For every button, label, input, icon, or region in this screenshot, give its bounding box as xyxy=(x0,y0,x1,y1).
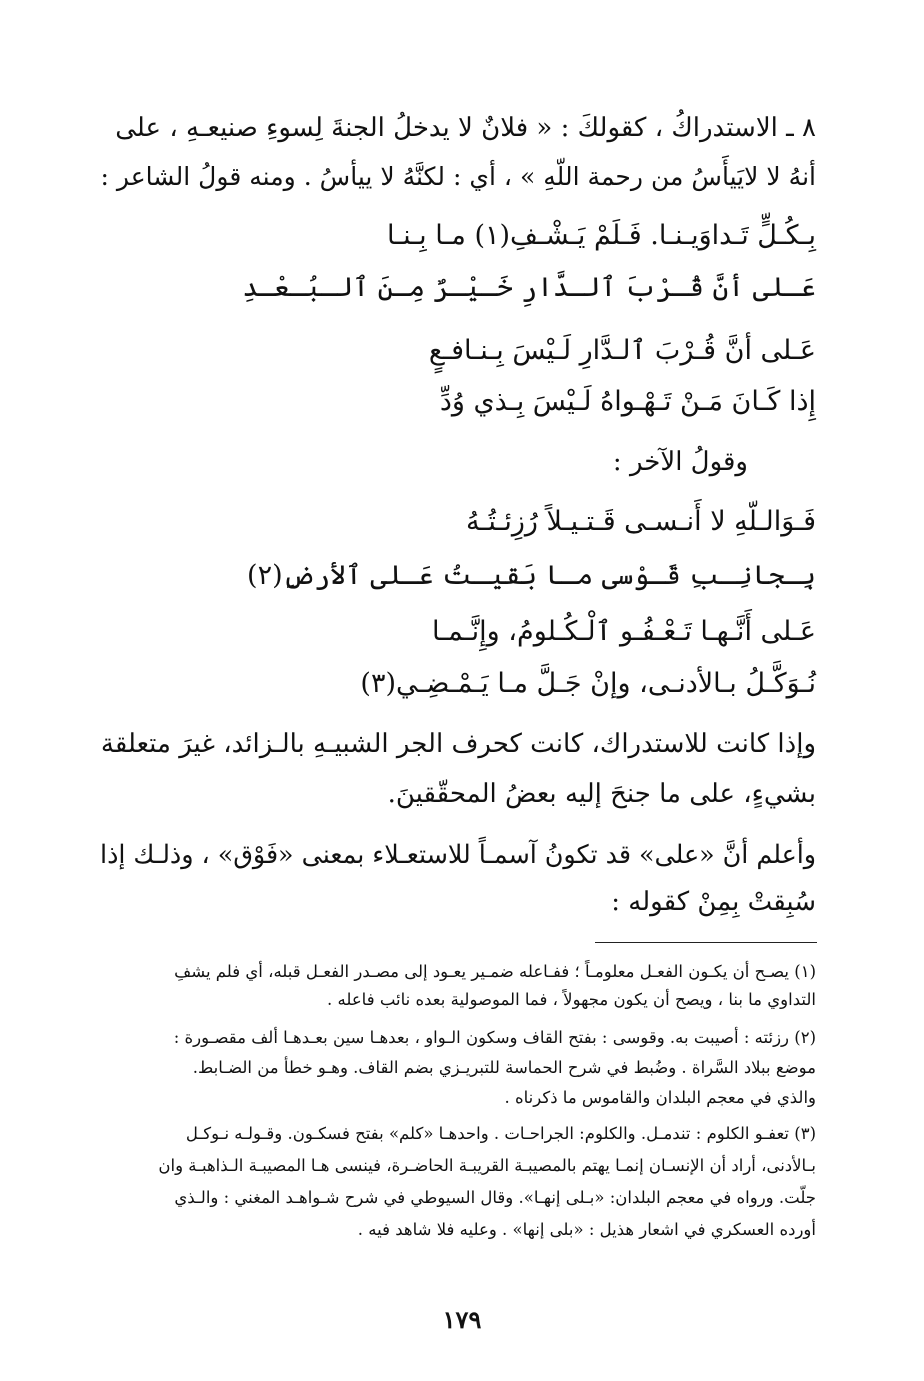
verse-hemistich: نُـوَكَّـلُ بـالأدنـى، وإنْ جَـلَّ مـا يَـمْـضِـي(٣) xyxy=(360,668,816,699)
body-line: سُبِقتْ بِمِنْ كقوله : xyxy=(611,887,816,917)
body-line: وأعلم أنَّ «على» قد تكونُ آسمـاً للاستعـلاء بمعنى «فَوْق» ، وذلـك إذا xyxy=(100,839,816,869)
body-line: وقولُ الآخر : xyxy=(612,447,748,477)
page-number: ١٧٩ xyxy=(442,1305,482,1334)
footnote-line: أورده العسكري في اشعار هذيل : «بلى إنها» . وعليه فلا شاهد فيه . xyxy=(357,1220,816,1239)
verse-hemistich: عَـلى أَنَّـهـا تَـعْـفُـو ٱلْـكُـلومُ، وإِنَّـمـا xyxy=(432,616,816,647)
verse-hemistich: بِـجانِـبِ قَـوْسى مـا بَقيـتُ عَـلى ٱلأرضِ(٢) xyxy=(247,560,816,591)
footnote-separator xyxy=(595,942,817,943)
body-line: وإذا كانت للاستدراك، كانت كحرف الجر الشبيـهِ بالـزائد، غيرَ متعلقة xyxy=(100,729,816,759)
verse-hemistich: إِذا كَـانَ مَـنْ تَـهْـواهُ لَـيْسَ بِـذي وُدِّ xyxy=(439,386,816,417)
footnote-line: بـالأدنى، أراد أن الإنسـان إنمـا يهتم بالمصيبـة القريبـة الحاضـرة، فينسى هـا المصيبـة الـذاهبـة وان xyxy=(158,1156,816,1175)
verse-hemistich: فَـوَالـلّهِ لا أَنـسـى قَـتـيـلاً رُزِئـتُـهُ xyxy=(465,506,816,537)
verse-hemistich: عَـلى أنَّ قُـرْبَ ٱلـدَّارِ لَـيْسَ بِـنـافـعٍ xyxy=(428,335,816,366)
footnote-line: (٣) تعفـو الكلوم : تندمـل. والكلوم: الجراحـات . واحدهـا «كلم» بفتح فسكـون. وقـولـه نـوكـل xyxy=(185,1124,816,1143)
body-line: بشيءٍ، على ما جنحَ إليه بعضُ المحقّقينَ. xyxy=(387,779,816,809)
footnote-line: (١) يصـح أن يكـون الفعـل معلومـاً ؛ ففـاعله ضمـير يعـود إلى مصـدر الفعـل قبله، أي فلم يشفِ xyxy=(174,962,816,981)
footnote-line: (٢) رزئته : أصيبت به. وقوسى : بفتح القاف وسكون الـواو ، بعدهـا سين بعـدهـا ألف مقصـورة : xyxy=(173,1028,816,1047)
footnote-line: والذي في معجم البلدان والقاموس ما ذكرناه . xyxy=(504,1088,816,1107)
body-line: أنهُ لا لايَيأَسُ من رحمة اللّهِ » ، أي : لكنَّهُ لا ييأسُ . ومنه قولُ الشاعر : xyxy=(100,162,816,191)
body-line: ٨ ـ الاستدراكُ ، كقولكَ : « فلانٌ لا يدخلُ الجنةَ لِسوءِ صنيعـهِ ، على xyxy=(115,113,816,143)
footnote-line: التداوي ما بنا ، ويصح أن يكون مجهولاً ، فما الموصولية بعده نائب فاعله . xyxy=(327,990,816,1009)
verse-hemistich: عَـلى أنَّ قُـرْبَ ٱلـدَّارِ خَـيْـرٌ مِـنَ ٱلـبُـعْـدِ xyxy=(242,272,816,303)
verse-hemistich: بِـكُـلٍّ تَـداوَيـنـا. فَـلَمْ يَـشْـفِ(١) مـا بِـنـا xyxy=(386,220,816,251)
footnote-line: موضع ببلاد السَّراة . وضُبط في شرح الحماسة للتبريـزي بضم القاف. وهـو خطأ من الضـابط. xyxy=(192,1058,816,1077)
footnote-line: جلّت. ورواه في معجم البلدان: «بـلى إنهـا». وقال السيوطي في شرح شـواهـد المغني : والـذي xyxy=(174,1188,816,1207)
